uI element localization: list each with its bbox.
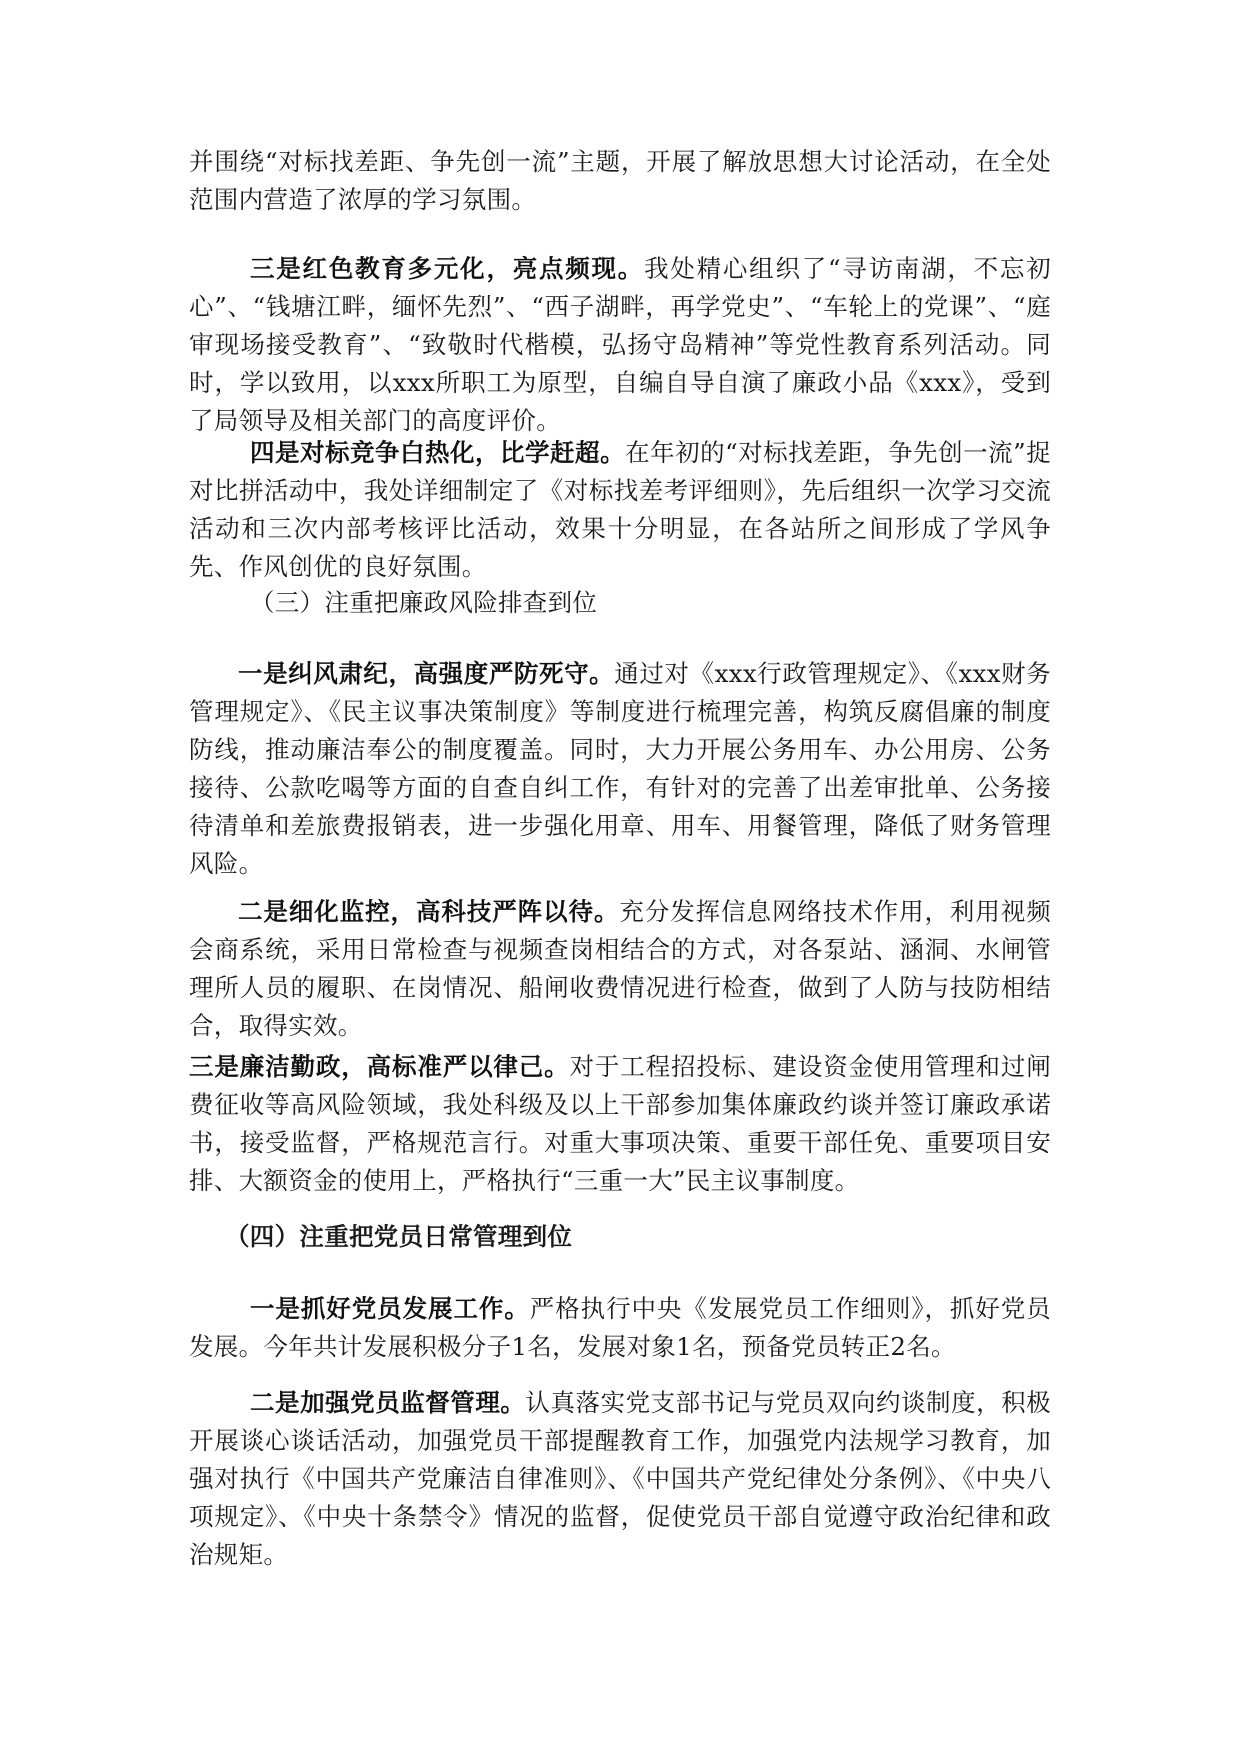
- paragraph-text: 通过对《xxx行政管理规定》、《xxx财务管理规定》、《民主议事决策制度》等制度进行梳理完善，构筑反腐倡廉的制度防线，推动廉洁奉公的制度覆盖。同时，大力开展公务用车、办公用房、公务接待、公款吃喝等方面的自查自纠工作，有针对的完善了出差审批单、公务接待清单和差旅费报销表，进一步强化用章、用车、用餐管理，降低了财务管理风险。: [189, 659, 1052, 878]
- paragraph-text: 认真落实党支部书记与党员双向约谈制度，积极开展谈心谈话活动，加强党员干部提醒教育工作，加强党内法规学习教育，加强对执行《中国共产党廉洁自律准则》、《中国共产党纪律处分条例》、《中央八项规定》、《中央十条禁令》情况的监督，促使党员干部自觉遵守政治纪律和政治规矩。: [189, 1388, 1051, 1569]
- paragraph-lead: 二是细化监控，高科技严阵以待。: [238, 897, 620, 926]
- paragraph-text: 充分发挥信息网络技术作用，利用视频会商系统，采用日常检查与视频查岗相结合的方式，对各泵站、涵洞、水闸管理所人员的履职、在岗情况、船闸收费情况进行检查，做到了人防与技防相结合，取得实效。: [189, 897, 1051, 1040]
- paragraph-text: 对于工程招投标、建设资金使用管理和过闸费征收等高风险领域，我处科级及以上干部参加集体廉政约谈并签订廉政承诺书，接受监督，严格规范言行。对重大事项决策、重要干部任免、重要项目安排、大额资金的使用上，严格执行“三重一大”民主议事制度。: [189, 1052, 1051, 1195]
- paragraph-monitoring: [189, 893, 1051, 1045]
- section-heading-4: （四）注重把党员日常管理到位: [225, 1222, 573, 1251]
- paragraph-discipline: [189, 655, 1051, 883]
- paragraph-text: 我处精心组织了“寻访南湖，不忘初心”、“钱塘江畔，缅怀先烈”、“西子湖畔，再学党史”、“车轮上的党课”、“庭审现场接受教育”、“致敬时代楷模，弘扬守岛精神”等党性教育系列活动。同时，学以致用，以xxx所职工为原型，自编自导自演了廉政小品《xxx》，受到了局领导及相关部门的高度评价。: [189, 254, 1052, 435]
- paragraph-text: 在年初的“对标找差距，争先创一流”捉对比拼活动中，我处详细制定了《对标找差考评细则》，先后组织一次学习交流活动和三次内部考核评比活动，效果十分明显，在各站所之间形成了学风争先、作风创优的良好氛围。: [189, 438, 1052, 581]
- paragraph-party-supervision: [189, 1384, 1051, 1574]
- paragraph-integrity: [189, 1048, 1051, 1200]
- paragraph-text: 并围绕“对标找差距、争先创一流”主题，开展了解放思想大讨论活动，在全处范围内营造了浓厚的学习氛围。: [189, 147, 1051, 214]
- paragraph-red-education: [189, 250, 1051, 440]
- paragraph-lead: 一是纠风肃纪，高强度严防死守。: [238, 659, 615, 688]
- paragraph-benchmark-competition: [189, 434, 1051, 586]
- paragraph-study-atmosphere: [189, 143, 1051, 219]
- paragraph-party-development: [189, 1290, 1051, 1366]
- paragraph-lead: 三是廉洁勤政，高标准严以律己。: [189, 1052, 570, 1081]
- paragraph-lead: 三是红色教育多元化，亮点频现。: [250, 254, 645, 283]
- paragraph-lead: 四是对标竞争白热化，比学赶超。: [250, 438, 626, 467]
- paragraph-lead: 二是加强党员监督管理。: [250, 1388, 526, 1417]
- paragraph-lead: 一是抓好党员发展工作。: [250, 1294, 530, 1323]
- paragraph-text: 严格执行中央《发展党员工作细则》，抓好党员发展。今年共计发展积极分子1名，发展对象1名，预备党员转正2名。: [189, 1294, 1051, 1361]
- section-heading-3: （三）注重把廉政风险排查到位: [250, 588, 598, 617]
